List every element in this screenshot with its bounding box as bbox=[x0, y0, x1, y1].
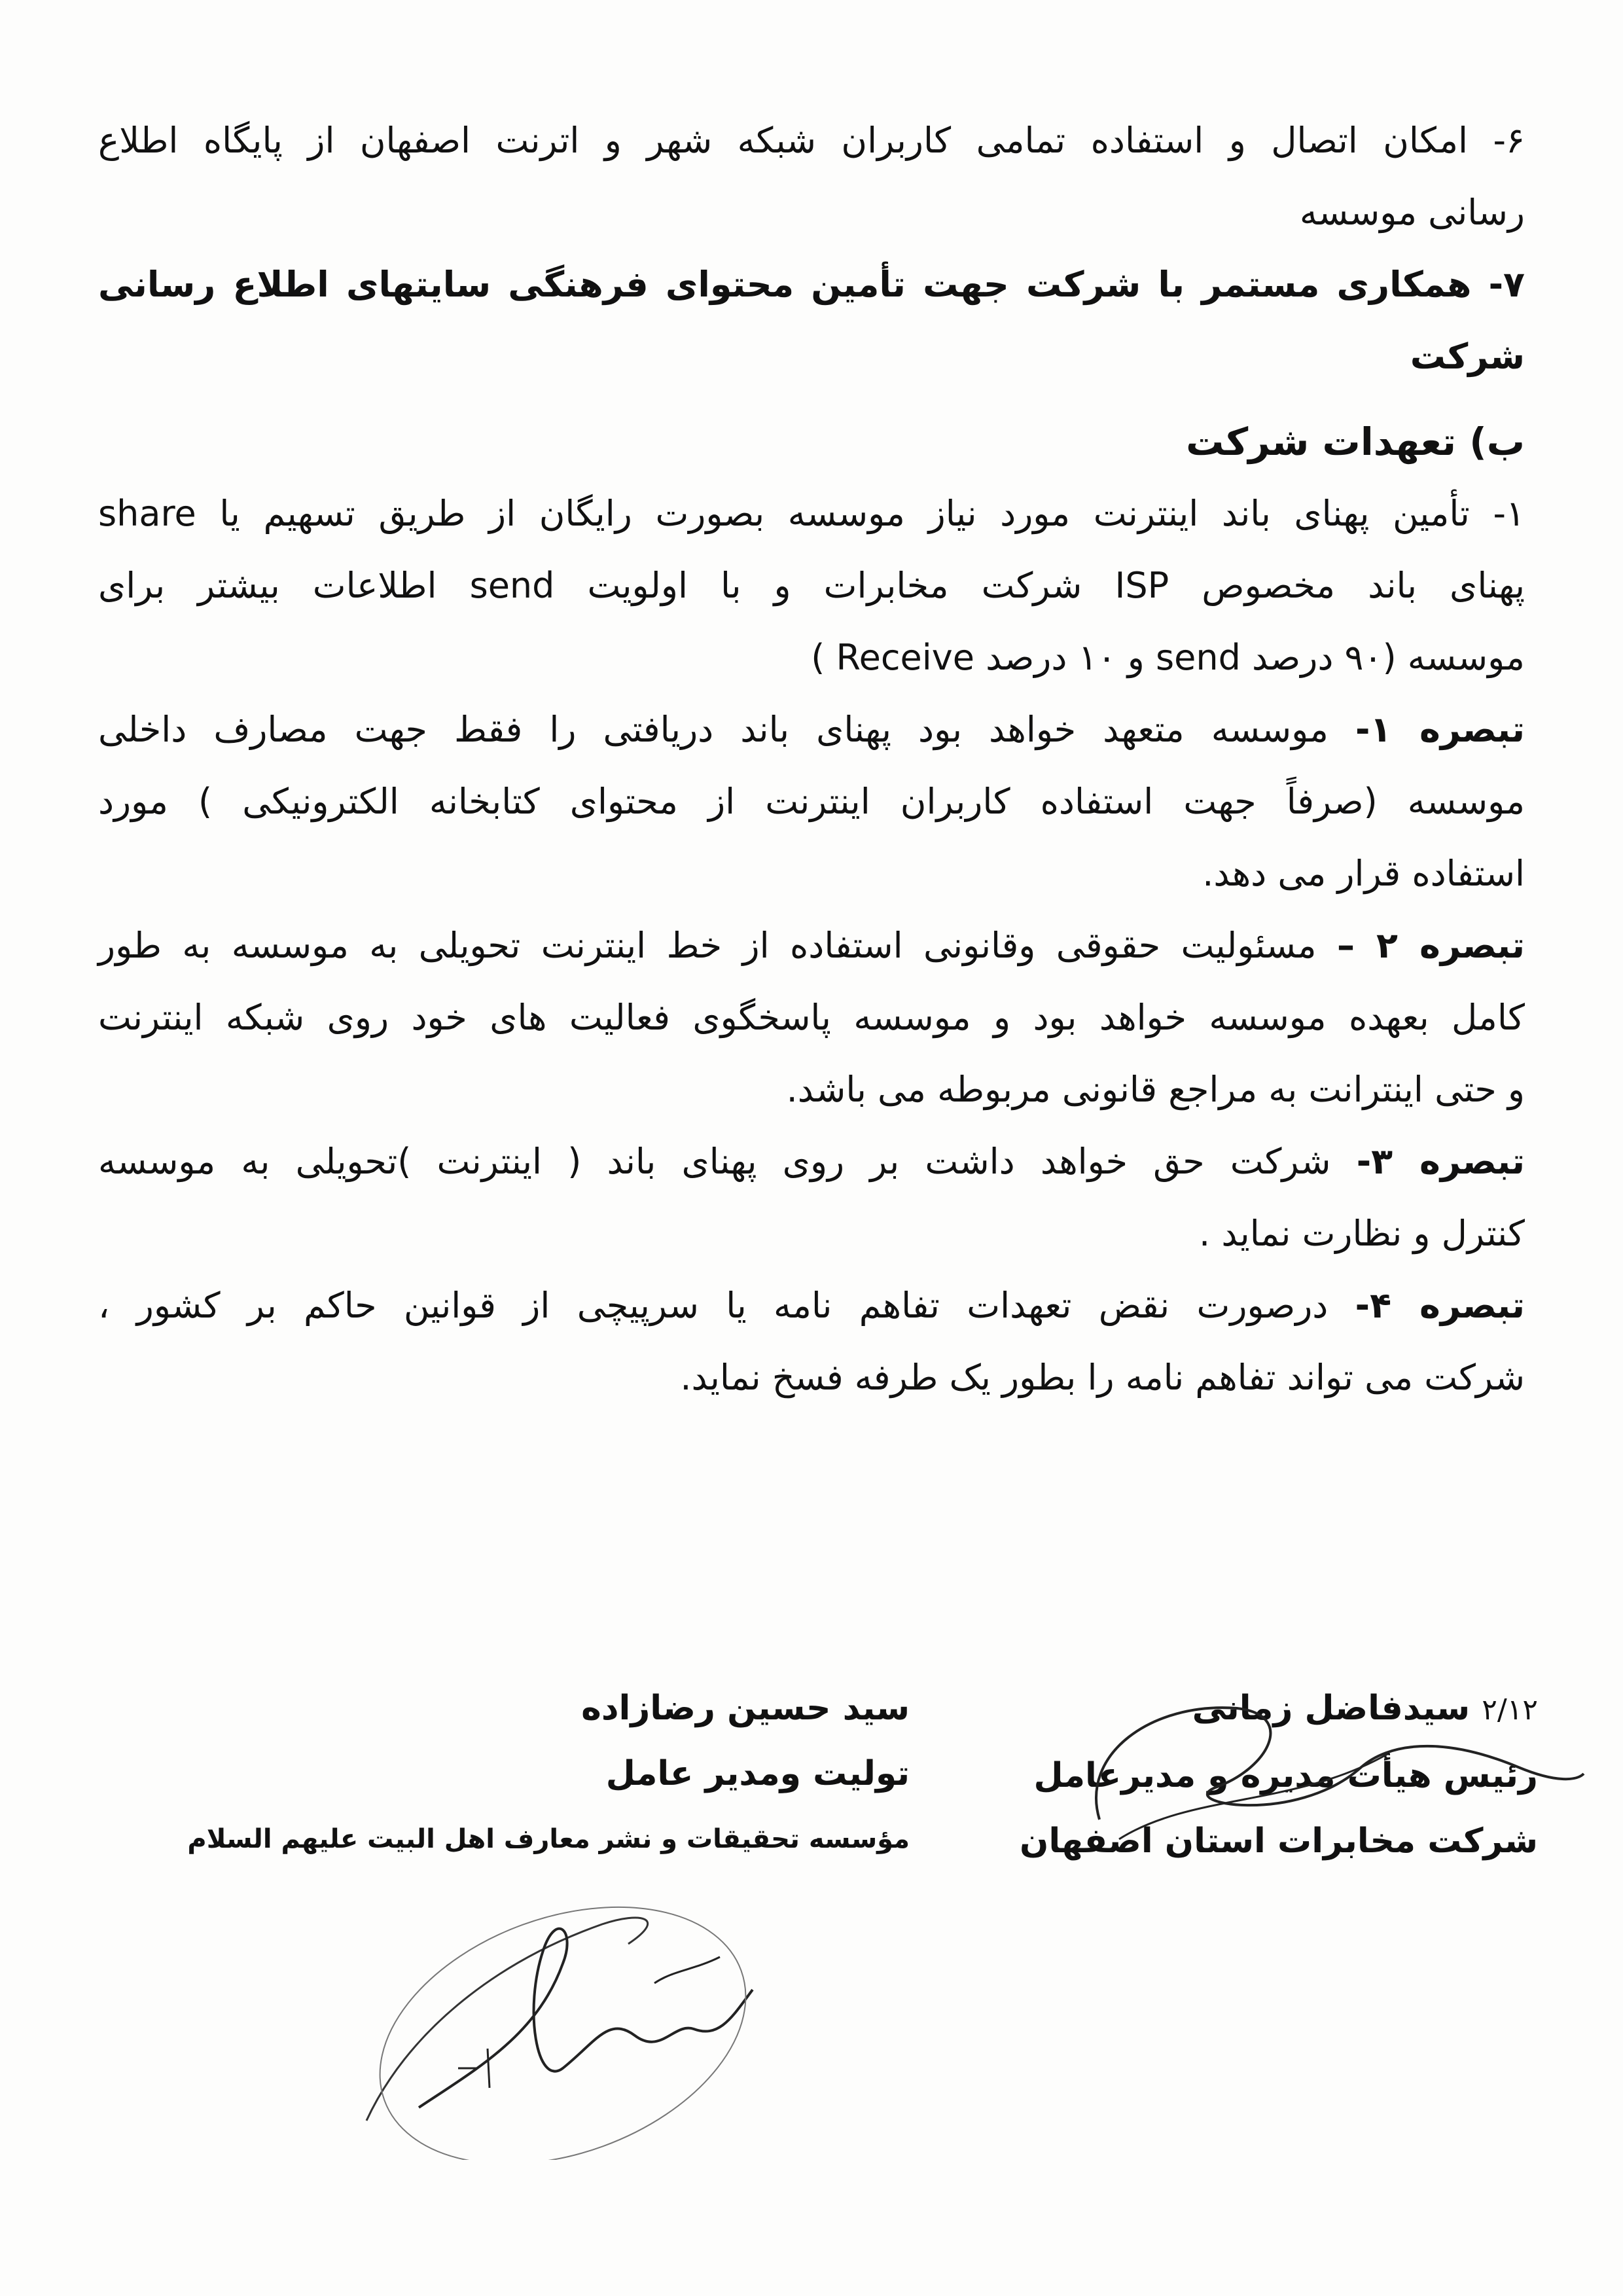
note-1-text-1: موسسه متعهد خواهد بود پهنای باند دریافتی را فقط جهت مصارف داخلی bbox=[98, 709, 1329, 750]
note-2-line-2: کامل بعهده موسسه خواهد بود و موسسه پاسخگوی فعالیت های خود روی شبکه اینترنت bbox=[98, 997, 1525, 1038]
section-b-item-1-line-1: ۱- تأمین پهنای باند اینترنت مورد نیاز موسسه بصورت رایگان از طریق تسهیم یا share bbox=[98, 493, 1525, 534]
note-4-label: تبصره ۴- bbox=[1355, 1285, 1525, 1326]
note-4-text-1: درصورت نقض تعهدات تفاهم نامه یا سرپیچی از قوانین حاکم بر کشور ، bbox=[98, 1285, 1329, 1326]
note-3-line-1 bbox=[98, 1126, 1525, 1198]
signer-right-note: ۲/۱۲ bbox=[1482, 1693, 1538, 1727]
note-2-text-1: مسئولیت حقوقی وقانونی استفاده از خط اینترنت تحویلی به موسسه به طور bbox=[98, 925, 1317, 966]
signature-block bbox=[98, 1676, 1538, 2068]
item-7-line-1: ۷- همکاری مستمر با شرکت جهت تأمین محتوای فرهنگی سایتهای اطلاع رسانی شرکت bbox=[98, 264, 1525, 377]
signer-left-org: مؤسسه تحقیقات و نشر معارف اهل البیت علیهم السلام bbox=[187, 1824, 910, 1854]
signer-left-title: تولیت ومدیر عامل bbox=[605, 1754, 910, 1793]
signer-left-name: سید حسین رضازاده bbox=[581, 1689, 910, 1728]
note-4-line-2: شرکت می تواند تفاهم نامه را بطور یک طرفه فسخ نماید. bbox=[680, 1357, 1525, 1398]
note-2-line-3: و حتی اینترانت به مراجع قانونی مربوطه می باشد. bbox=[786, 1069, 1525, 1110]
note-1-label: تبصره ۱- bbox=[1355, 709, 1525, 750]
note-1-line-2: موسسه (صرفاً جهت استفاده کاربران اینترنت از محتوای کتابخانه الکترونیکی ) مورد bbox=[98, 781, 1525, 822]
note-4-line-1 bbox=[98, 1270, 1525, 1342]
note-1-line-1 bbox=[98, 694, 1525, 766]
section-b bbox=[98, 406, 1525, 1414]
signer-right-name: ۲/۱۲ سیدفاضل زمانی bbox=[1192, 1689, 1538, 1728]
note-3-line-2: کنترل و نظارت نماید . bbox=[1199, 1213, 1525, 1254]
item-6-line-2: رسانی موسسه bbox=[1299, 192, 1525, 233]
item-6-line-1: ۶- امکان اتصال و استفاده تمامی کاربران شبکه شهر و اترنت اصفهان از پایگاه اطلاع bbox=[98, 120, 1525, 161]
note-1-line-3: استفاده قرار می دهد. bbox=[1202, 853, 1525, 894]
section-b-item-1-line-3: موسسه (۹۰ درصد send و ۱۰ درصد Receive ) bbox=[811, 637, 1525, 678]
note-3-text-1: شرکت حق خواهد داشت بر روی پهنای باند ( اینترنت )تحویلی به موسسه bbox=[98, 1141, 1331, 1182]
note-2-label: تبصره ۲ – bbox=[1336, 925, 1525, 966]
signature-right bbox=[1020, 1676, 1538, 1874]
note-3-label: تبصره ۳- bbox=[1356, 1141, 1525, 1182]
items-top bbox=[98, 105, 1525, 393]
section-b-heading: ب) تعهدات شرکت bbox=[1186, 420, 1525, 464]
signature-left bbox=[187, 1676, 910, 1872]
signer-right-title: رئیس هیأت مدیره و مدیرعامل bbox=[1033, 1756, 1538, 1795]
note-2-line-1 bbox=[98, 910, 1525, 982]
section-b-item-1-line-2: پهنای باند مخصوص ISP شرکت مخابرات و با اولویت send اطلاعات بیشتر برای bbox=[98, 565, 1525, 606]
signer-right-org: شرکت مخابرات استان اصفهان bbox=[1019, 1821, 1538, 1861]
